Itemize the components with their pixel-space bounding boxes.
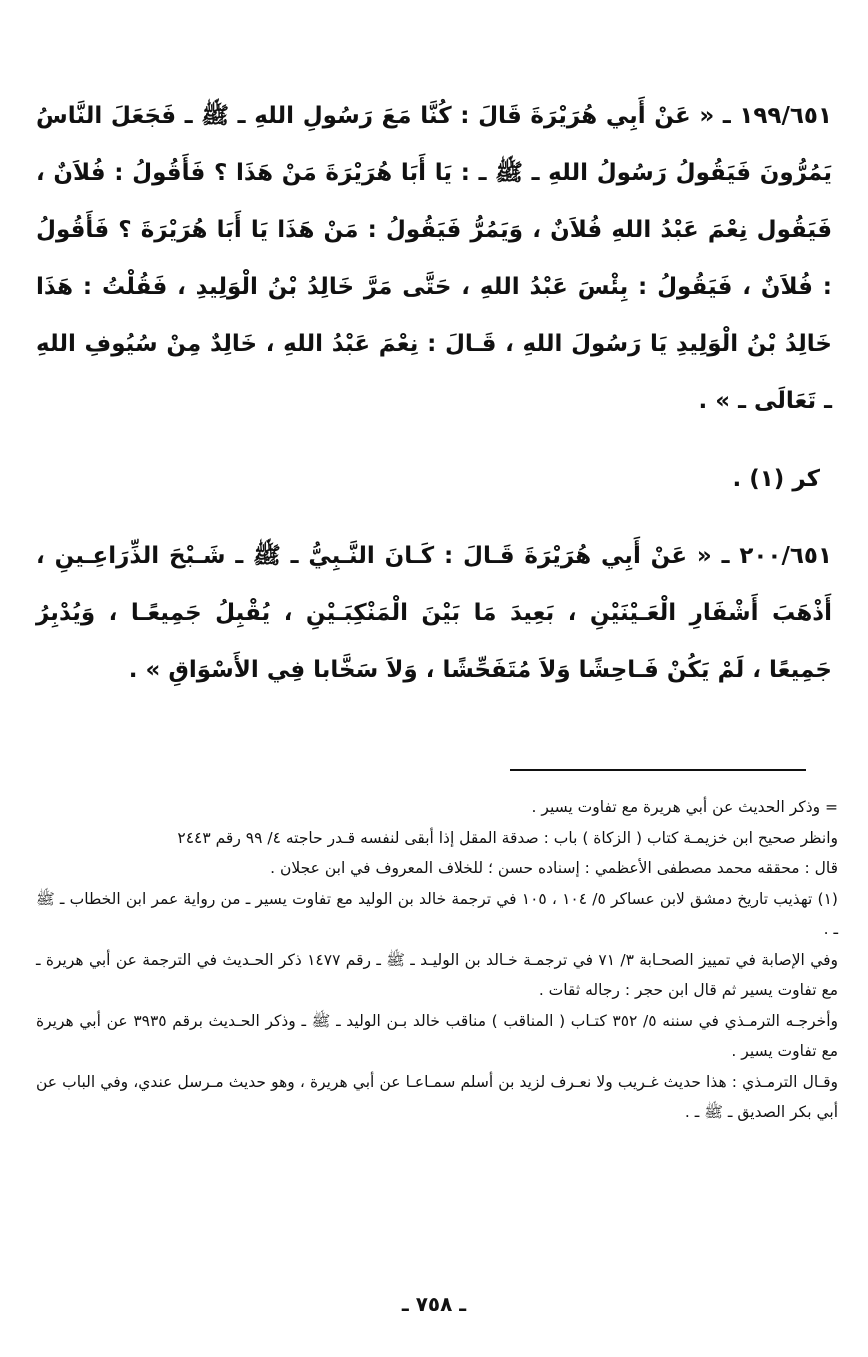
hadith-paragraph-199: ١٩٩/٦٥١ ـ « عَنْ أَبِي هُرَيْرَةَ قَالَ : كُنَّا مَعَ رَسُولِ اللهِ ـ ﷺ ـ فَجَعَلَ النَّاسُ يَمُرُّونَ فَيَقُولُ رَسُولُ اللهِ ـ ﷺ ـ : يَا أَبَا هُرَيْرَةَ مَنْ هَذَا ؟ فَأَقُولُ : فُلاَنٌ ، فَيَقُول نِعْمَ عَبْدُ اللهِ فُلاَنٌ ، وَيَمُرُّ فَيَقُولُ : مَنْ هَذَا يَا أَبَا هُرَيْرَةَ ؟ فَأَقُولُ : فُلاَنٌ ، فَيَقُولُ : بِئْسَ عَبْدُ اللهِ ، حَتَّى مَرَّ خَالِدُ بْنُ الْوَلِيدِ ، فَقُلْتُ : هَذَا خَالِدُ بْنُ الْوَلِيدِ يَا رَسُولَ اللهِ ، قَـالَ : نِعْمَ عَبْدُ اللهِ ، خَالِدٌ مِنْ سُيُوفِ اللهِ ـ تَعَالَى ـ » . [36, 103, 832, 414]
footnote-line: (١) تهذيب تاريخ دمشق لابن عساكر ٥/ ١٠٤ ، ١٠٥ في ترجمة خالد بن الوليد مع تفاوت يسير ـ من رواية عمر ابن الخطاب ـ ﷺ ـ . [36, 889, 838, 938]
footnote-line: وأخرجـه الترمـذي في سننه ٥/ ٣٥٢ كتـاب ( المناقب ) مناقب خالد بـن الوليد ـ ﷺ ـ وذكر الحـديث برقم ٣٩٣٥ عن أبي هريرة مع تفاوت يسير . [36, 1011, 838, 1060]
page-number: ـ ٧٥٨ ـ [401, 1292, 467, 1316]
footnotes-section [36, 792, 838, 1128]
footnote-separator [510, 769, 806, 771]
footnote-line: = وذكر الحديث عن أبي هريرة مع تفاوت يسير . [531, 798, 838, 816]
footnote-line: قال : محققه محمد مصطفى الأعظمي : إسناده حسن ؛ للخلاف المعروف في ابن عجلان . [270, 859, 838, 877]
footnote-line: وانظر صحيح ابن خزيمـة كتاب ( الزكاة ) باب : صدقة المقل إذا أبقى لنفسه قـدر حاجته ٤/ ٩٩ رقم ٢٤٤٣ [177, 828, 838, 847]
hadith-paragraph-200: ٢٠٠/٦٥١ ـ « عَنْ أَبِي هُرَيْرَةَ قَـالَ : كَـانَ النَّـبِيُّ ـ ﷺ ـ شَـبْحَ الذِّرَاعِـينِ ، أَذْهَبَ أَشْفَارِ الْعَـيْنَيْنِ ، بَعِيدَ مَا بَيْنَ الْمَنْكِبَـيْنِ ، يُقْبِلُ جَمِيعًـا ، وَيُدْبِرُ جَمِيعًا ، لَمْ يَكُنْ فَـاحِشًا وَلاَ مُتَفَحِّشًا ، وَلاَ سَخَّابا فِي الأَسْوَاقِ » . [36, 543, 832, 683]
footnote-line: وقـال الترمـذي : هذا حديث غـريب ولا نعـرف لزيد بن أسلم سمـاعـا عن أبي هريرة ، وهو حديث مـرسل عندي، وفي الباب عن أبي بكر الصديق ـ ﷺ ـ . [36, 1072, 838, 1121]
footnote-line: وفي الإصابة في تمييز الصحـابة ٣/ ٧١ في ترجمـة خـالد بن الوليـد ـ ﷺ ـ رقم ١٤٧٧ ذكر الحـديث في الترجمة عن أبي هريرة ـ مع تفاوت يسير ثم قال ابن حجر : رجاله ثقات . [36, 950, 839, 999]
source-reference: كر (١) . [732, 466, 820, 492]
